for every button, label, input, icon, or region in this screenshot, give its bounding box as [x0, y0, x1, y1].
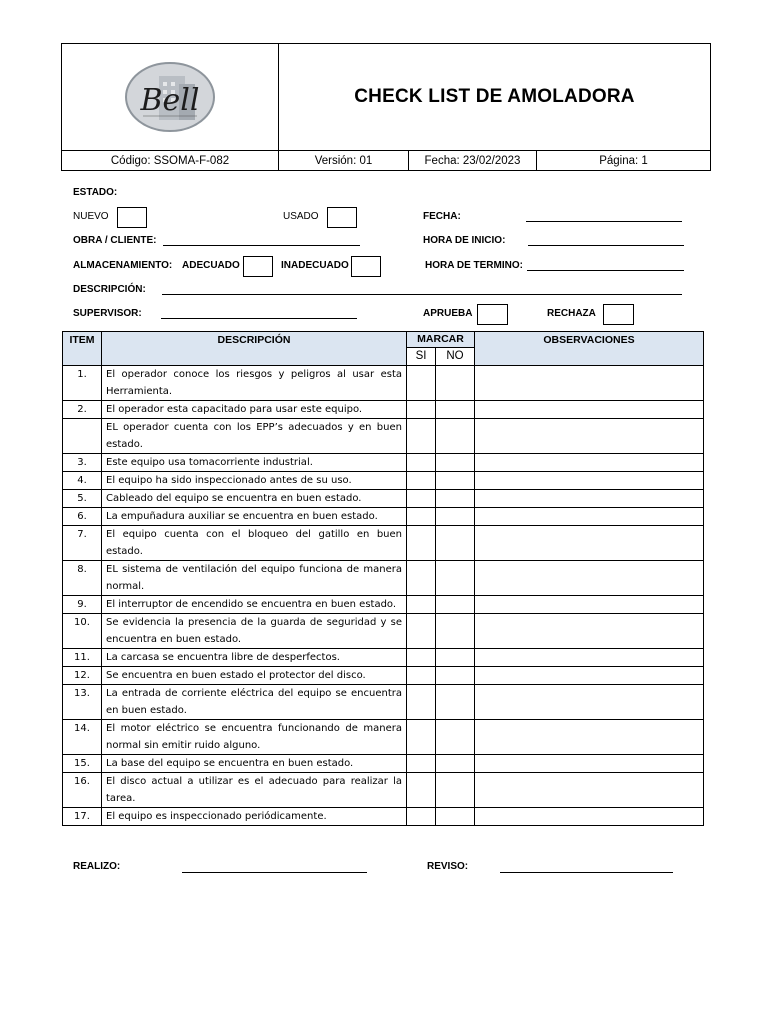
no-column-header: NO — [436, 348, 475, 366]
observaciones-cell[interactable] — [475, 596, 704, 614]
item-description: La carcasa se encuentra libre de desperfectos. — [102, 649, 407, 667]
reviso-label: REVISO: — [427, 861, 469, 872]
item-description: El interruptor de encendido se encuentra en buen estado. — [102, 596, 407, 614]
hora-inicio-field[interactable] — [528, 245, 684, 246]
item-description: El disco actual a utilizar es el adecuado para realizar la tarea. — [102, 773, 407, 808]
no-cell[interactable] — [436, 755, 475, 773]
no-cell[interactable] — [436, 508, 475, 526]
table-row — [63, 649, 704, 667]
item-number — [63, 419, 102, 454]
item-number: 8. — [63, 561, 102, 596]
no-cell[interactable] — [436, 490, 475, 508]
table-row — [63, 667, 704, 685]
hora-termino-field[interactable] — [527, 270, 684, 271]
item-number: 9. — [63, 596, 102, 614]
table-row — [63, 472, 704, 490]
descripcion-field[interactable] — [162, 294, 682, 295]
item-description: El operador conoce los riesgos y peligros al usar esta Herramienta. — [102, 366, 407, 401]
adecuado-checkbox[interactable] — [243, 256, 273, 277]
document-page: Página: 1 — [599, 154, 648, 167]
aprueba-checkbox[interactable] — [477, 304, 508, 325]
checklist-body — [63, 366, 704, 826]
table-row — [63, 401, 704, 419]
item-description: EL sistema de ventilación del equipo funciona de manera normal. — [102, 561, 407, 596]
observaciones-cell[interactable] — [475, 720, 704, 755]
item-column-header: ITEM — [63, 332, 102, 366]
item-number: 1. — [63, 366, 102, 401]
table-row — [63, 596, 704, 614]
si-cell[interactable] — [407, 685, 436, 720]
table-row — [63, 419, 704, 454]
table-row — [63, 773, 704, 808]
realizo-signature-field[interactable] — [182, 872, 367, 873]
no-cell[interactable] — [436, 401, 475, 419]
observaciones-cell[interactable] — [475, 401, 704, 419]
item-number: 10. — [63, 614, 102, 649]
si-cell[interactable] — [407, 454, 436, 472]
observaciones-cell[interactable] — [475, 755, 704, 773]
item-description: Este equipo usa tomacorriente industrial. — [102, 454, 407, 472]
table-row — [63, 808, 704, 826]
observaciones-cell[interactable] — [475, 454, 704, 472]
item-number: 12. — [63, 667, 102, 685]
nuevo-checkbox[interactable] — [117, 207, 147, 228]
table-row — [63, 490, 704, 508]
document-header — [61, 43, 711, 171]
observaciones-cell[interactable] — [475, 508, 704, 526]
item-description: El equipo cuenta con el bloqueo del gatillo en buen estado. — [102, 526, 407, 561]
no-cell[interactable] — [436, 720, 475, 755]
observaciones-cell[interactable] — [475, 685, 704, 720]
descripcion-column-header: DESCRIPCIÓN — [102, 332, 407, 366]
si-cell[interactable] — [407, 401, 436, 419]
item-description: Se encuentra en buen estado el protector del disco. — [102, 667, 407, 685]
item-number: 15. — [63, 755, 102, 773]
hora-termino-label: HORA DE TERMINO: — [425, 260, 523, 271]
no-cell[interactable] — [436, 596, 475, 614]
obra-cliente-label: OBRA / CLIENTE: — [73, 235, 157, 246]
document-title: CHECK LIST DE AMOLADORA — [354, 86, 635, 107]
observaciones-cell[interactable] — [475, 366, 704, 401]
no-cell[interactable] — [436, 526, 475, 561]
observaciones-cell[interactable] — [475, 526, 704, 561]
item-number: 17. — [63, 808, 102, 826]
aprueba-label: APRUEBA — [423, 308, 473, 319]
item-number: 2. — [63, 401, 102, 419]
observaciones-cell[interactable] — [475, 490, 704, 508]
no-cell[interactable] — [436, 561, 475, 596]
reviso-signature-field[interactable] — [500, 872, 673, 873]
observaciones-column-header: OBSERVACIONES — [475, 332, 704, 366]
si-cell[interactable] — [407, 808, 436, 826]
observaciones-cell[interactable] — [475, 773, 704, 808]
si-cell[interactable] — [407, 508, 436, 526]
no-cell[interactable] — [436, 773, 475, 808]
item-number: 11. — [63, 649, 102, 667]
item-description: El operador esta capacitado para usar este equipo. — [102, 401, 407, 419]
usado-checkbox[interactable] — [327, 207, 357, 228]
no-cell[interactable] — [436, 808, 475, 826]
si-cell[interactable] — [407, 649, 436, 667]
item-number: 5. — [63, 490, 102, 508]
item-description: Cableado del equipo se encuentra en buen estado. — [102, 490, 407, 508]
header-top-row — [62, 44, 710, 151]
descripcion-label: DESCRIPCIÓN: — [73, 284, 146, 295]
item-number: 6. — [63, 508, 102, 526]
item-number: 7. — [63, 526, 102, 561]
item-description: La empuñadura auxiliar se encuentra en buen estado. — [102, 508, 407, 526]
si-cell[interactable] — [407, 755, 436, 773]
document-code: Código: SSOMA-F-082 — [62, 151, 279, 170]
observaciones-cell[interactable] — [475, 472, 704, 490]
estado-label: ESTADO: — [73, 187, 118, 198]
obra-cliente-field[interactable] — [163, 245, 360, 246]
item-description: La base del equipo se encuentra en buen estado. — [102, 755, 407, 773]
item-number: 4. — [63, 472, 102, 490]
si-cell[interactable] — [407, 561, 436, 596]
table-row — [63, 614, 704, 649]
item-number: 16. — [63, 773, 102, 808]
document-date: Fecha: 23/02/2023 — [409, 151, 537, 170]
header-info-row — [62, 151, 710, 170]
no-cell[interactable] — [436, 454, 475, 472]
adecuado-label: ADECUADO — [182, 260, 240, 271]
marcar-column-header: MARCAR — [407, 332, 475, 348]
item-description: EL operador cuenta con los EPP’s adecuados y en buen estado. — [102, 419, 407, 454]
item-description: Se evidencia la presencia de la guarda de seguridad y se encuentra en buen estado. — [102, 614, 407, 649]
document-version: Versión: 01 — [279, 151, 409, 170]
item-number: 3. — [63, 454, 102, 472]
table-row — [63, 454, 704, 472]
inadecuado-checkbox[interactable] — [351, 256, 381, 277]
no-cell[interactable] — [436, 614, 475, 649]
table-row — [63, 561, 704, 596]
item-description: El motor eléctrico se encuentra funcionando de manera normal sin emitir ruido alguno. — [102, 720, 407, 755]
almacenamiento-label: ALMACENAMIENTO: — [73, 260, 173, 271]
nuevo-label: NUEVO — [73, 211, 109, 222]
si-cell[interactable] — [407, 490, 436, 508]
no-cell[interactable] — [436, 667, 475, 685]
observaciones-cell[interactable] — [475, 667, 704, 685]
table-row — [63, 366, 704, 401]
no-cell[interactable] — [436, 472, 475, 490]
si-cell[interactable] — [407, 526, 436, 561]
item-number: 13. — [63, 685, 102, 720]
si-cell[interactable] — [407, 366, 436, 401]
no-cell[interactable] — [436, 419, 475, 454]
si-cell[interactable] — [407, 667, 436, 685]
rechaza-checkbox[interactable] — [603, 304, 634, 325]
inadecuado-label: INADECUADO — [281, 260, 349, 271]
si-cell[interactable] — [407, 614, 436, 649]
observaciones-cell[interactable] — [475, 419, 704, 454]
si-cell[interactable] — [407, 773, 436, 808]
item-description: La entrada de corriente eléctrica del equipo se encuentra en buen estado. — [102, 685, 407, 720]
checklist-table — [62, 331, 704, 826]
observaciones-cell[interactable] — [475, 649, 704, 667]
table-row — [63, 508, 704, 526]
no-cell[interactable] — [436, 685, 475, 720]
fecha-field[interactable] — [526, 221, 682, 222]
si-cell[interactable] — [407, 720, 436, 755]
no-cell[interactable] — [436, 649, 475, 667]
hora-inicio-label: HORA DE INICIO: — [423, 235, 506, 246]
supervisor-field[interactable] — [161, 318, 357, 319]
company-logo — [62, 44, 279, 150]
table-row — [63, 685, 704, 720]
observaciones-cell[interactable] — [475, 614, 704, 649]
observaciones-cell[interactable] — [475, 808, 704, 826]
fecha-label: FECHA: — [423, 211, 461, 222]
supervisor-label: SUPERVISOR: — [73, 308, 142, 319]
bell-logo-icon — [123, 60, 217, 134]
realizo-label: REALIZO: — [73, 861, 121, 872]
table-row — [63, 720, 704, 755]
no-cell[interactable] — [436, 366, 475, 401]
table-row — [63, 526, 704, 561]
table-row — [63, 755, 704, 773]
item-number: 14. — [63, 720, 102, 755]
observaciones-cell[interactable] — [475, 561, 704, 596]
usado-label: USADO — [283, 211, 319, 222]
item-description: El equipo es inspeccionado periódicamente. — [102, 808, 407, 826]
logo-wordmark: Bell — [140, 83, 200, 118]
si-cell[interactable] — [407, 419, 436, 454]
rechaza-label: RECHAZA — [547, 308, 596, 319]
item-description: El equipo ha sido inspeccionado antes de su uso. — [102, 472, 407, 490]
si-cell[interactable] — [407, 472, 436, 490]
si-cell[interactable] — [407, 596, 436, 614]
si-column-header: SI — [407, 348, 436, 366]
